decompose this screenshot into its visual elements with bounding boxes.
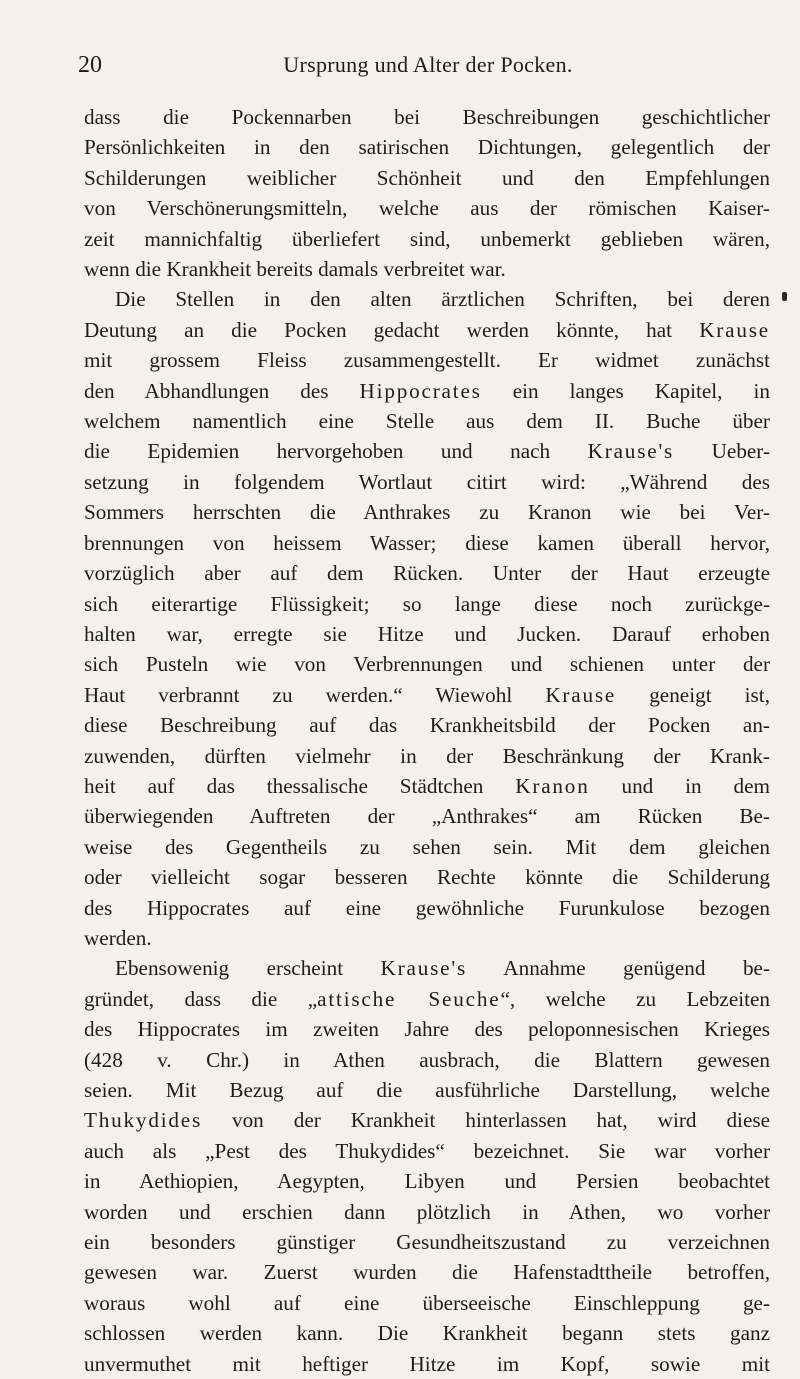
text-line: schlossen werden kann. Die Krankheit begann stets ganz <box>84 1321 770 1346</box>
text-line: welchem namentlich eine Stelle aus dem II. Buche über <box>84 409 770 434</box>
spaced-name: Krause's <box>380 956 468 981</box>
text-line: in Aethiopien, Aegypten, Libyen und Persien beobachtet <box>84 1169 770 1194</box>
text-line: gründet, dass die „attische Seuche“, welche zu Lebzeiten <box>84 986 770 1011</box>
text-line: weise des Gegentheils zu sehen sein. Mit dem gleichen <box>84 834 770 859</box>
margin-mark <box>782 292 787 301</box>
text-line: des Hippocrates im zweiten Jahre des peloponnesischen Krieges <box>84 1017 770 1042</box>
text-line: Deutung an die Pocken gedacht werden könnte, hat Krause <box>84 317 770 342</box>
spaced-name: Thukydides <box>84 1108 203 1133</box>
spaced-name: Krause <box>699 317 770 342</box>
running-title: Ursprung und Alter der Pocken. <box>283 52 573 77</box>
text-line: werden. <box>84 925 152 950</box>
spaced-name: attische Seuche <box>317 986 501 1011</box>
text-line: setzung in folgendem Wortlaut citirt wird: „Während des <box>84 469 770 494</box>
text-line: halten war, erregte sie Hitze und Jucken. Darauf erhoben <box>84 621 770 646</box>
spaced-name: Krause <box>545 682 617 707</box>
text-line: auch als „Pest des Thukydides“ bezeichnet. Sie war vorher <box>84 1138 770 1163</box>
text-line: zeit mannichfaltig überliefert sind, unbemerkt geblieben wären, <box>84 226 770 251</box>
text-line: Die Stellen in den alten ärztlichen Schriften, bei deren <box>115 287 770 312</box>
text-line: vorzüglich aber auf dem Rücken. Unter der Haut erzeugte <box>84 561 770 586</box>
page-number: 20 <box>78 52 102 78</box>
text-line: wenn die Krankheit bereits damals verbreitet war. <box>84 257 506 282</box>
text-line: unvermuthet mit heftiger Hitze im Kopf, sowie mit <box>84 1351 770 1376</box>
text-line: woraus wohl auf eine überseeische Einschleppung ge- <box>84 1290 770 1315</box>
text-line: den Abhandlungen des Hippocrates ein langes Kapitel, in <box>84 378 770 403</box>
spaced-name: Hippocrates <box>359 378 482 403</box>
text-line: sich eiterartige Flüssigkeit; so lange diese noch zurückge- <box>84 591 770 616</box>
text-line: zuwenden, dürften vielmehr in der Beschränkung der Krank- <box>84 743 770 768</box>
text-line: worden und erschien dann plötzlich in Athen, wo vorher <box>84 1199 770 1224</box>
page-header <box>78 48 770 82</box>
text-line: mit grossem Fleiss zusammengestellt. Er widmet zunächst <box>84 348 770 373</box>
text-line: dass die Pockennarben bei Beschreibungen geschichtlicher <box>84 105 770 129</box>
text-line: Sommers herrschten die Anthrakes zu Kranon wie bei Ver- <box>84 500 770 525</box>
text-line: diese Beschreibung auf das Krankheitsbild der Pocken an- <box>84 713 770 738</box>
text-line: des Hippocrates auf eine gewöhnliche Furunkulose bezogen <box>84 895 770 920</box>
text-line: seien. Mit Bezug auf die ausführliche Darstellung, welche <box>84 1078 770 1102</box>
text-line: (428 v. Chr.) in Athen ausbrach, die Blattern gewesen <box>84 1047 770 1072</box>
body-text <box>84 102 770 1379</box>
text-line: die Epidemien hervorgehoben und nach Krause's Ueber- <box>84 439 770 464</box>
text-line: oder vielleicht sogar besseren Rechte könnte die Schilderung <box>84 865 770 890</box>
spaced-name: Krause's <box>587 439 675 464</box>
text-line: Thukydides von der Krankheit hinterlassen hat, wird diese <box>84 1108 770 1133</box>
text-line: Schilderungen weiblicher Schönheit und den Empfehlungen <box>84 165 770 190</box>
text-line: Haut verbrannt zu werden.“ Wiewohl Krause geneigt ist, <box>84 682 770 707</box>
text-line: gewesen war. Zuerst wurden die Hafenstadttheile betroffen, <box>84 1260 770 1285</box>
text-line: Ebensowenig erscheint Krause's Annahme genügend be- <box>115 956 770 981</box>
text-line: brennungen von heissem Wasser; diese kamen überall hervor, <box>84 530 770 555</box>
text-line: von Verschönerungsmitteln, welche aus der römischen Kaiser- <box>84 196 770 221</box>
text-line: Persönlichkeiten in den satirischen Dichtungen, gelegentlich der <box>84 135 770 160</box>
text-line: ein besonders günstiger Gesundheitszustand zu verzeichnen <box>84 1230 770 1255</box>
text-line: heit auf das thessalische Städtchen Kranon und in dem <box>84 773 770 798</box>
spaced-name: Kranon <box>515 773 590 798</box>
text-line: sich Pusteln wie von Verbrennungen und schienen unter der <box>84 652 770 677</box>
text-line: überwiegenden Auftreten der „Anthrakes“ am Rücken Be- <box>84 804 770 829</box>
